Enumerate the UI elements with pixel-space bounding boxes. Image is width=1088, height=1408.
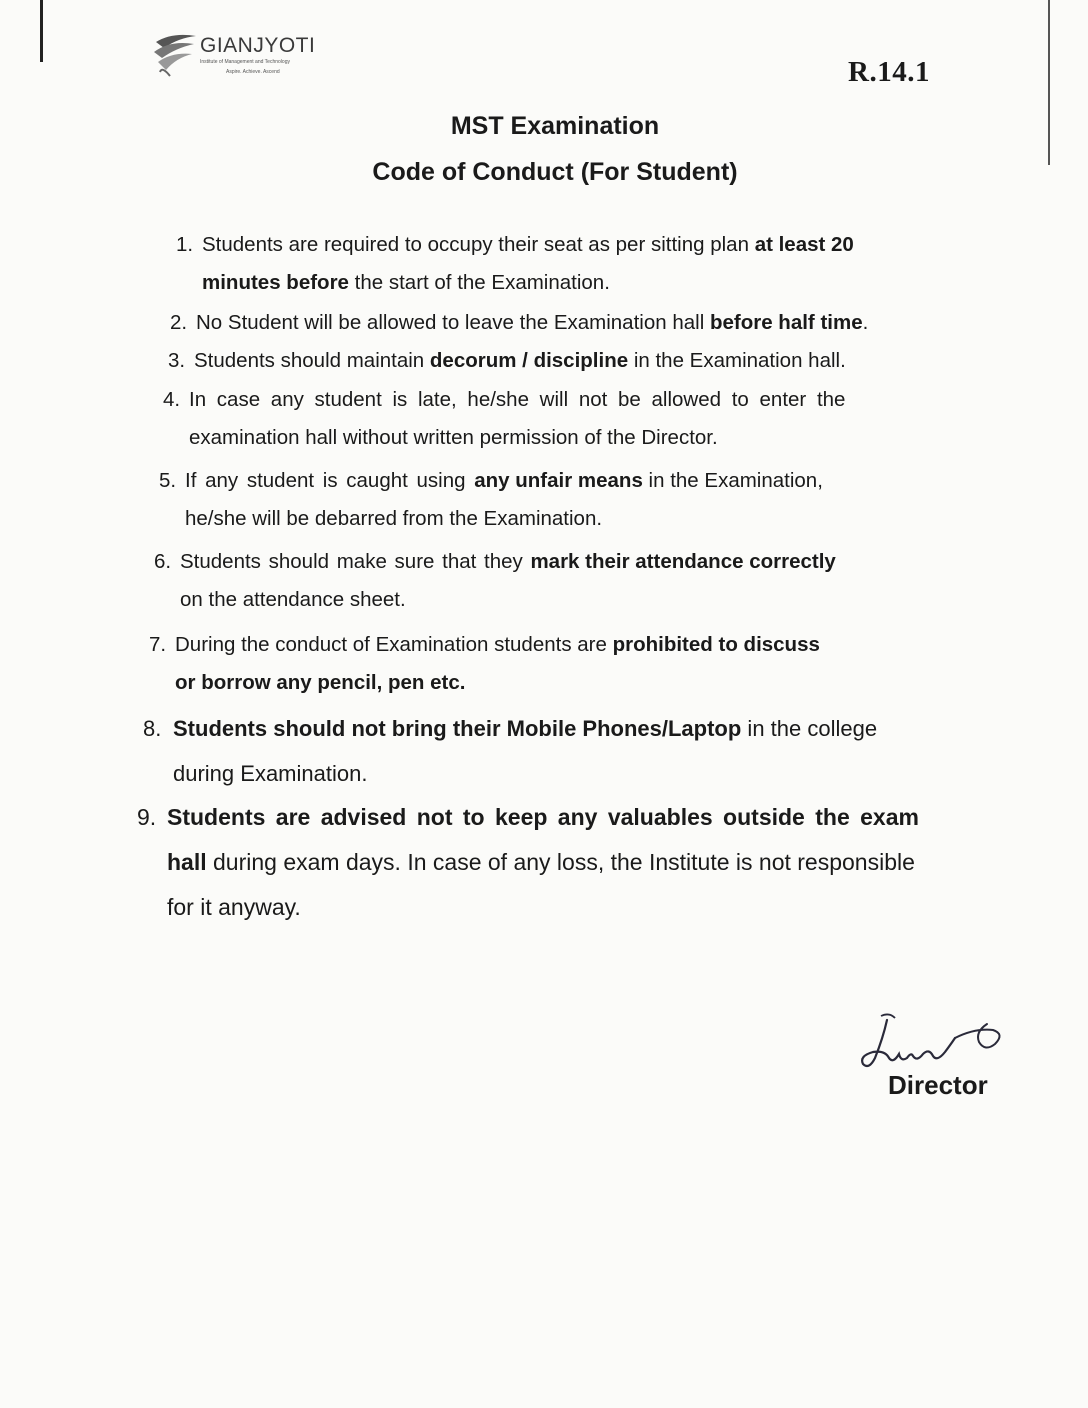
list-item	[176, 226, 976, 302]
rule-text: No Student will be allowed to leave the Examination hall	[196, 311, 710, 334]
rule-number: 4.	[163, 388, 181, 411]
rule-text: the start of the Examination.	[348, 271, 610, 294]
signatory-title: Director	[888, 1070, 988, 1100]
rule-emphasis: minutes before	[202, 271, 349, 294]
list-item	[154, 543, 836, 619]
rule-emphasis: hall	[167, 849, 207, 875]
page-subtitle: Code of Conduct (For Student)	[372, 158, 738, 186]
rule-text: Students should maintain	[194, 349, 430, 372]
logo-name: GIANJYOTI	[200, 34, 316, 57]
rule-text: In case any student is late, he/she will not be allowed to enter the	[189, 388, 846, 411]
rule-emphasis: or borrow any pencil, pen etc.	[175, 671, 466, 694]
rule-number: 6.	[154, 550, 172, 573]
rule-number: 9.	[137, 804, 157, 830]
rule-text: examination hall without written permission of the Director.	[189, 426, 718, 449]
signature-icon	[855, 1008, 1015, 1078]
document-reference: R.14.1	[848, 56, 930, 88]
rule-text: .	[862, 311, 869, 334]
rule-emphasis: before half time	[709, 311, 863, 334]
logo-subtitle: Institute of Management and Technology	[200, 59, 290, 65]
rule-number: 8.	[143, 716, 162, 741]
list-item	[170, 304, 868, 342]
rule-text: during exam days. In case of any loss, the Institute is not responsible	[206, 849, 915, 875]
list-item	[143, 706, 877, 796]
rule-text: If any student is caught using	[185, 469, 475, 492]
list-item	[149, 626, 820, 702]
rule-emphasis: Students are advised not to keep any valuables outside the exam	[167, 804, 919, 830]
list-item	[168, 342, 846, 380]
list-item	[137, 795, 919, 930]
rule-text: Students should make sure that they	[180, 550, 531, 573]
rule-text: during Examination.	[173, 761, 368, 786]
rule-number: 1.	[176, 233, 194, 256]
rule-text: in the Examination,	[642, 469, 823, 492]
rule-text: on the attendance sheet.	[180, 588, 406, 611]
rule-emphasis: any unfair means	[474, 469, 643, 492]
rule-text: he/she will be debarred from the Examination.	[185, 507, 603, 530]
list-item	[163, 381, 971, 457]
rule-emphasis: decorum / discipline	[429, 349, 629, 372]
rule-number: 7.	[149, 633, 167, 656]
rule-emphasis: mark their attendance correctly	[530, 550, 836, 573]
rule-text: Students are required to occupy their seat as per sitting plan	[202, 233, 755, 256]
rule-number: 2.	[170, 311, 188, 334]
rule-emphasis: at least 20	[754, 233, 854, 256]
rule-emphasis: prohibited to discuss	[612, 633, 820, 656]
rule-text: for it anyway.	[167, 894, 301, 920]
rule-number: 5.	[159, 469, 177, 492]
logo-tagline: Aspire. Achieve. Ascend	[226, 69, 280, 75]
rule-number: 3.	[168, 349, 186, 372]
rule-text: in the Examination hall.	[628, 349, 846, 372]
page-title: MST Examination	[450, 112, 660, 140]
list-item	[159, 462, 823, 538]
rule-emphasis: Students should not bring their Mobile Phones/Laptop	[173, 716, 742, 741]
rule-text: in the college	[741, 716, 878, 741]
rule-text: During the conduct of Examination students are	[175, 633, 613, 656]
